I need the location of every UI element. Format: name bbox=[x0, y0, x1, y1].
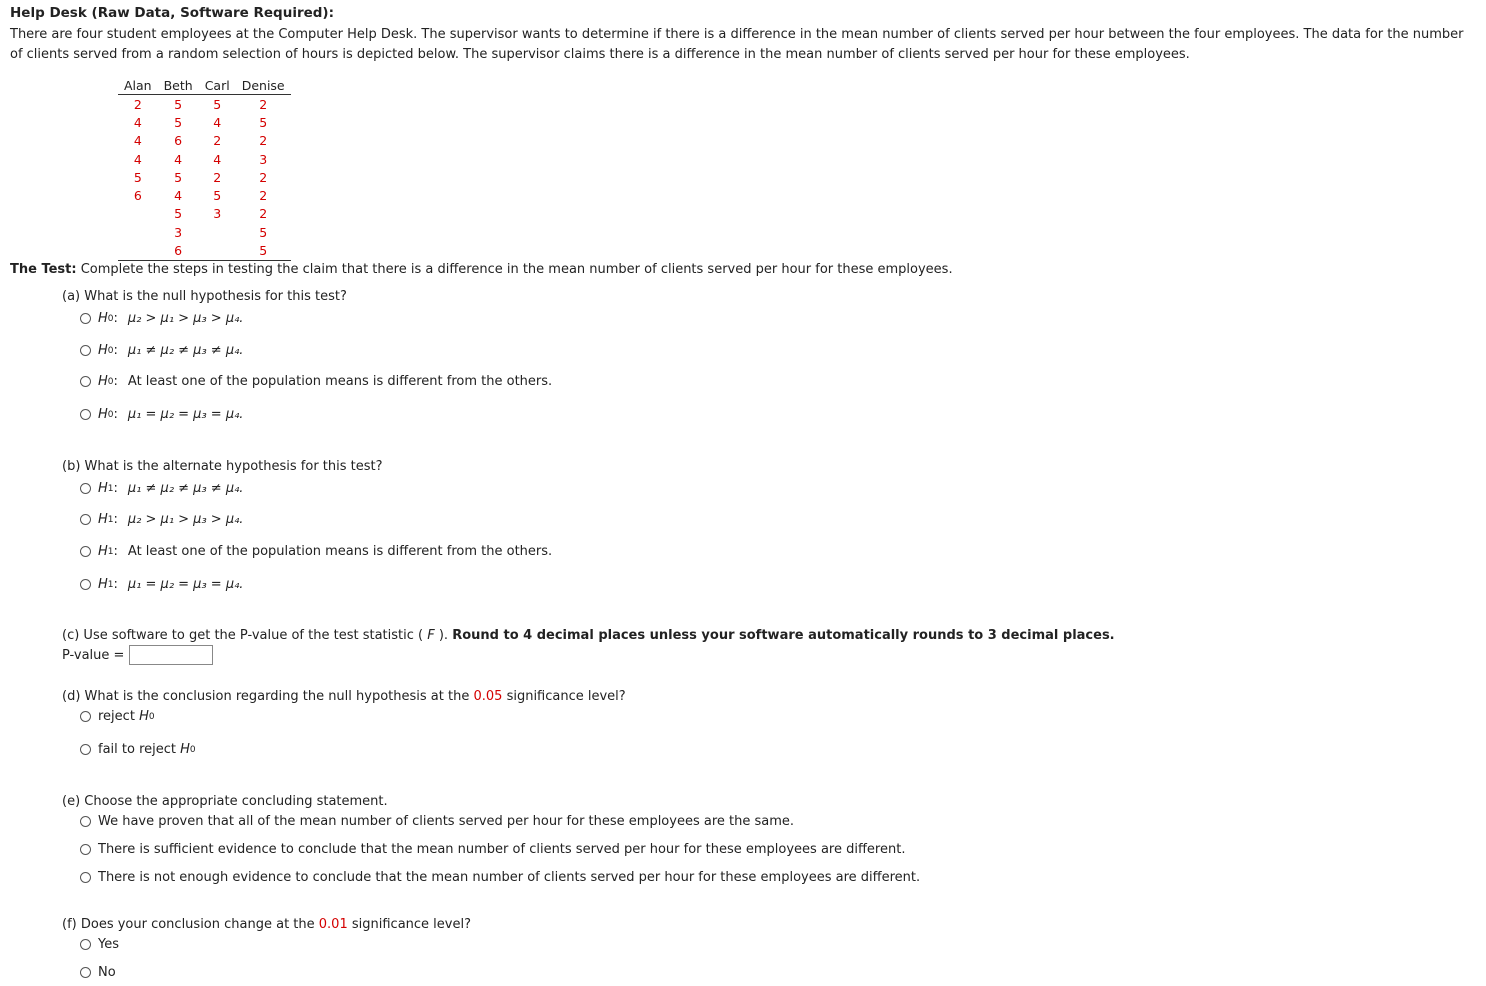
table-cell: 2 bbox=[259, 169, 268, 185]
table-cell: 5 bbox=[236, 241, 291, 260]
part-c-question bbox=[62, 628, 1115, 643]
table-row bbox=[118, 95, 291, 114]
option-text: μ₁ = μ₂ = μ₃ = μ₄. bbox=[127, 577, 244, 592]
h-prefix: H bbox=[180, 742, 190, 757]
table-cell: 2 bbox=[259, 133, 268, 149]
part-b-option-2[interactable]: H 1 : μ₂ > μ₁ > μ₃ > μ₄. bbox=[80, 512, 243, 527]
radio-button[interactable] bbox=[80, 376, 91, 387]
option-text: μ₂ > μ₁ > μ₃ > μ₄. bbox=[127, 311, 244, 326]
h-prefix: H bbox=[98, 481, 108, 496]
table-cell bbox=[199, 241, 236, 260]
h-prefix: H bbox=[98, 577, 108, 592]
radio-button[interactable] bbox=[80, 939, 91, 950]
table-row bbox=[118, 113, 291, 131]
radio-button[interactable] bbox=[80, 816, 91, 827]
part-c-text-end: ). bbox=[438, 628, 449, 643]
table-row bbox=[118, 150, 291, 168]
option-text: fail to reject bbox=[98, 742, 176, 757]
part-e-question: (e) Choose the appropriate concluding statement. bbox=[62, 794, 388, 809]
table-cell: 4 bbox=[174, 151, 183, 167]
table-cell: 3 bbox=[259, 151, 268, 167]
table-cell: 4 bbox=[133, 133, 142, 149]
h-prefix: H bbox=[98, 407, 108, 422]
table-cell: 6 bbox=[174, 133, 183, 149]
part-e-option-1[interactable] bbox=[80, 814, 794, 829]
table-cell bbox=[118, 223, 158, 241]
option-text: reject bbox=[98, 709, 135, 724]
part-b-option-4[interactable]: H 1 : μ₁ = μ₂ = μ₃ = μ₄. bbox=[80, 577, 243, 592]
option-text: At least one of the population means is different from the others. bbox=[127, 544, 553, 559]
h-sub: 1 bbox=[107, 514, 114, 525]
part-c-bold-instruction: Round to 4 decimal places unless your software automatically rounds to 3 decimal places. bbox=[452, 628, 1115, 643]
table-cell: 4 bbox=[133, 114, 142, 130]
table-cell: 2 bbox=[213, 133, 222, 149]
p-value-label: P-value = bbox=[62, 648, 125, 663]
part-f-option-yes[interactable] bbox=[80, 937, 119, 952]
radio-button[interactable] bbox=[80, 579, 91, 590]
part-f-text-end: significance level? bbox=[351, 917, 471, 932]
radio-button[interactable] bbox=[80, 483, 91, 494]
table-cell bbox=[118, 205, 158, 223]
option-text: No bbox=[98, 965, 116, 980]
test-instruction bbox=[10, 262, 953, 277]
h-sub: 0 bbox=[189, 744, 196, 755]
data-table bbox=[118, 77, 291, 261]
h-prefix: H bbox=[98, 311, 108, 326]
problem-intro: There are four student employees at the Computer Help Desk. The supervisor wants to determine if there is a difference in the mean number of clients served per hour between the four employees. The data for the number of clients served from a random selection of hours is depicted below. The supervisor claims there is a difference in the mean number of clients served per hour for these employees. bbox=[10, 27, 1464, 62]
table-cell: 2 bbox=[259, 96, 268, 112]
part-e-option-3[interactable] bbox=[80, 870, 920, 885]
table-cell: 2 bbox=[259, 206, 268, 222]
part-d-level: 0.05 bbox=[473, 689, 503, 704]
h-sub: 0 bbox=[107, 409, 114, 420]
h-prefix: H bbox=[98, 544, 108, 559]
table-cell: 5 bbox=[213, 188, 222, 204]
part-f-text-start: (f) Does your conclusion change at the bbox=[62, 917, 315, 932]
problem-title: Help Desk (Raw Data, Software Required): bbox=[10, 5, 334, 21]
h-sub: 0 bbox=[107, 345, 114, 356]
h-prefix: H bbox=[98, 374, 108, 389]
radio-button[interactable] bbox=[80, 313, 91, 324]
table-cell: 4 bbox=[133, 151, 142, 167]
radio-button[interactable] bbox=[80, 409, 91, 420]
h-prefix: H bbox=[98, 343, 108, 358]
option-text: μ₂ > μ₁ > μ₃ > μ₄. bbox=[127, 512, 244, 527]
table-cell: 4 bbox=[174, 188, 183, 204]
part-d-question bbox=[62, 689, 626, 704]
option-text: μ₁ ≠ μ₂ ≠ μ₃ ≠ μ₄. bbox=[127, 481, 244, 496]
radio-button[interactable] bbox=[80, 711, 91, 722]
h-sub: 0 bbox=[107, 313, 114, 324]
column-header: Beth bbox=[158, 77, 199, 95]
h-prefix: H bbox=[98, 512, 108, 527]
option-text: μ₁ ≠ μ₂ ≠ μ₃ ≠ μ₄. bbox=[127, 343, 244, 358]
radio-button[interactable] bbox=[80, 872, 91, 883]
option-text: Yes bbox=[98, 937, 119, 952]
test-text: Complete the steps in testing the claim that there is a difference in the mean number of clients served per hour for these employees. bbox=[80, 262, 953, 277]
table-cell: 4 bbox=[213, 114, 222, 130]
radio-button[interactable] bbox=[80, 967, 91, 978]
part-a-question: (a) What is the null hypothesis for this test? bbox=[62, 289, 347, 304]
table-cell bbox=[118, 241, 158, 260]
table-cell: 6 bbox=[133, 188, 142, 204]
table-cell: 3 bbox=[174, 224, 183, 240]
part-f-option-no[interactable] bbox=[80, 965, 116, 980]
table-row bbox=[118, 168, 291, 186]
part-d-option-fail-to-reject[interactable] bbox=[80, 742, 196, 757]
part-b-option-1[interactable]: H 1 : μ₁ ≠ μ₂ ≠ μ₃ ≠ μ₄. bbox=[80, 481, 243, 496]
table-row bbox=[118, 223, 291, 241]
part-a-option-3[interactable]: H 0 : At least one of the population means is different from the others. bbox=[80, 374, 552, 389]
radio-button[interactable] bbox=[80, 345, 91, 356]
test-label: The Test: bbox=[10, 262, 77, 277]
radio-button[interactable] bbox=[80, 546, 91, 557]
table-cell: 2 bbox=[213, 169, 222, 185]
part-f-question bbox=[62, 917, 471, 932]
table-cell: 5 bbox=[174, 206, 183, 222]
table-cell: 2 bbox=[133, 96, 142, 112]
column-header: Denise bbox=[236, 77, 291, 95]
table-cell: 2 bbox=[259, 188, 268, 204]
table-cell: 4 bbox=[213, 151, 222, 167]
part-b-question: (b) What is the alternate hypothesis for this test? bbox=[62, 459, 383, 474]
table-cell: 5 bbox=[133, 169, 142, 185]
part-c-text-start: (c) Use software to get the P-value of the test statistic ( bbox=[62, 628, 424, 643]
column-header: Alan bbox=[118, 77, 158, 95]
part-b-option-3[interactable]: H 1 : At least one of the population means is different from the others. bbox=[80, 544, 552, 559]
option-text: μ₁ = μ₂ = μ₃ = μ₄. bbox=[127, 407, 244, 422]
part-a-option-4[interactable]: H 0 : μ₁ = μ₂ = μ₃ = μ₄. bbox=[80, 407, 243, 422]
option-text: At least one of the population means is different from the others. bbox=[127, 374, 553, 389]
table-cell: 5 bbox=[174, 169, 183, 185]
column-header: Carl bbox=[199, 77, 236, 95]
table-cell: 3 bbox=[213, 206, 222, 222]
table-cell bbox=[199, 223, 236, 241]
h-sub: 1 bbox=[107, 546, 114, 557]
table-cell: 5 bbox=[259, 114, 268, 130]
part-c-var: F bbox=[427, 628, 435, 643]
table-cell: 5 bbox=[213, 96, 222, 112]
table-cell: 6 bbox=[158, 241, 199, 260]
part-d-option-reject[interactable] bbox=[80, 709, 155, 724]
h-sub: 0 bbox=[107, 376, 114, 387]
part-a-option-2[interactable]: H 0 : μ₁ ≠ μ₂ ≠ μ₃ ≠ μ₄. bbox=[80, 343, 243, 358]
table-row bbox=[118, 205, 291, 223]
radio-button[interactable] bbox=[80, 514, 91, 525]
table-cell: 5 bbox=[174, 114, 183, 130]
option-text: There is sufficient evidence to conclude that the mean number of clients served per hour for these employees are different. bbox=[98, 842, 906, 857]
part-f-level: 0.01 bbox=[318, 917, 348, 932]
table-row bbox=[118, 241, 291, 260]
option-text: We have proven that all of the mean number of clients served per hour for these employees are the same. bbox=[98, 814, 795, 829]
table-row bbox=[118, 132, 291, 150]
part-d-text-start: (d) What is the conclusion regarding the null hypothesis at the bbox=[62, 689, 470, 704]
table-cell: 5 bbox=[174, 96, 183, 112]
radio-button[interactable] bbox=[80, 744, 91, 755]
p-value-input[interactable] bbox=[129, 645, 213, 665]
h-sub: 1 bbox=[107, 483, 114, 494]
table-cell: 5 bbox=[259, 224, 268, 240]
part-e-option-2[interactable] bbox=[80, 842, 905, 857]
radio-button[interactable] bbox=[80, 844, 91, 855]
h-sub: 0 bbox=[148, 711, 155, 722]
part-a-option-1[interactable]: H 0 : μ₂ > μ₁ > μ₃ > μ₄. bbox=[80, 311, 243, 326]
option-text: There is not enough evidence to conclude that the mean number of clients served per hour for these employees are different. bbox=[98, 870, 921, 885]
h-prefix: H bbox=[139, 709, 149, 724]
part-d-text-end: significance level? bbox=[506, 689, 626, 704]
h-sub: 1 bbox=[107, 579, 114, 590]
table-row bbox=[118, 186, 291, 204]
